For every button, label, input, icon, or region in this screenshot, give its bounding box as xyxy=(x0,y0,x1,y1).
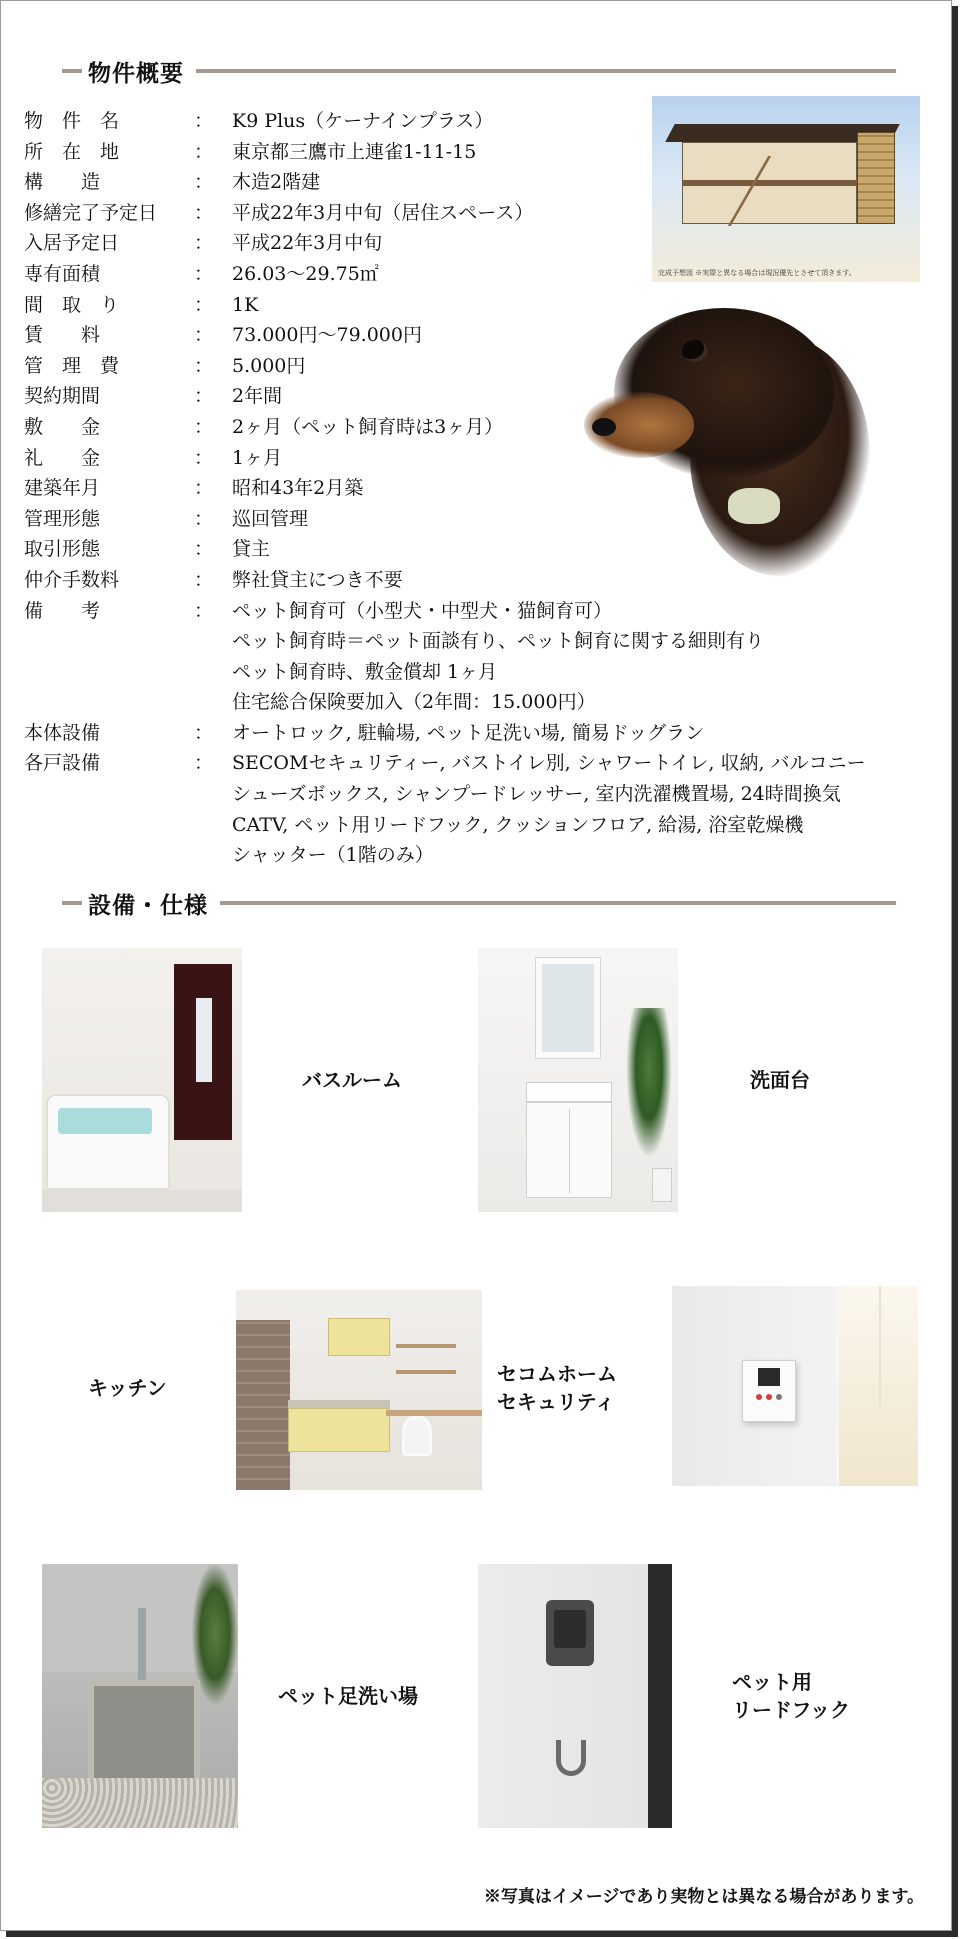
kitchen-caption: キッチン xyxy=(88,1376,167,1400)
spec-label: 管 理 費 xyxy=(24,354,120,377)
spec-value: 貸主 xyxy=(232,538,271,561)
spec-colon: ： xyxy=(194,507,214,530)
spec-label: 備 考 xyxy=(24,599,101,622)
secom-caption-line1: セコムホーム xyxy=(497,1362,617,1386)
spec-value: オートロック, 駐輪場, ペット足洗い場, 簡易ドッグラン xyxy=(232,721,705,744)
spec-value: 巡回管理 xyxy=(232,507,309,530)
spec-label: 建築年月 xyxy=(24,477,101,500)
spec-label: 本体設備 xyxy=(24,721,101,744)
bathroom-photo xyxy=(42,948,242,1212)
spec-row xyxy=(24,748,944,870)
spec-label: 礼 金 xyxy=(24,446,101,469)
spec-value: 2ヶ月（ペット飼育時は3ヶ月） xyxy=(232,415,504,438)
spec-label: 間 取 り xyxy=(24,293,120,316)
spec-value: 26.03～29.75㎡ xyxy=(232,262,379,285)
spec-value: CATV, ペット用リードフック, クッションフロア, 給湯, 浴室乾燥機 xyxy=(232,813,804,836)
building-sketch-image xyxy=(652,96,920,282)
leash-hook-caption-line1: ペット用 xyxy=(732,1670,812,1694)
spec-label: 修繕完了予定日 xyxy=(24,201,158,224)
leash-hook-caption-line2: リードフック xyxy=(732,1698,850,1722)
kitchen-photo xyxy=(236,1290,482,1490)
spec-value: 2年間 xyxy=(232,385,283,408)
spec-label: 所 在 地 xyxy=(24,140,120,163)
spec-value: 1ヶ月 xyxy=(232,446,283,469)
spec-value: シューズボックス, シャンプードレッサー, 室内洗濯機置場, 24時間換気 xyxy=(232,783,841,806)
secom-caption-line2: セキュリティ xyxy=(497,1390,615,1414)
security-panel-photo xyxy=(672,1286,918,1486)
spec-row xyxy=(24,596,944,718)
pet-wash-caption: ペット足洗い場 xyxy=(278,1684,418,1708)
header-rule-lead xyxy=(62,69,82,73)
spec-value: 平成22年3月中旬 xyxy=(232,232,383,255)
spec-label: 仲介手数料 xyxy=(24,568,120,591)
spec-value: 平成22年3月中旬（居住スペース） xyxy=(232,201,534,224)
spec-value: K9 Plus（ケーナインプラス） xyxy=(232,110,494,132)
spec-value: 木造2階建 xyxy=(232,171,321,194)
overview-title: 物件概要 xyxy=(88,59,184,87)
spec-value: ペット飼育可（小型犬・中型犬・猫飼育可） xyxy=(232,599,613,622)
spec-colon: ： xyxy=(194,201,214,224)
spec-colon: ： xyxy=(194,324,214,347)
pet-wash-area-photo xyxy=(42,1564,238,1828)
spec-value: ペット飼育時、敷金償却 1ヶ月 xyxy=(232,660,498,683)
spec-colon: ： xyxy=(194,599,214,622)
bathroom-caption: バスルーム xyxy=(302,1068,402,1092)
spec-value: 5.000円 xyxy=(232,354,306,377)
spec-colon: ： xyxy=(194,232,214,255)
spec-value: 昭和43年2月築 xyxy=(232,477,364,500)
spec-colon: ： xyxy=(194,171,214,194)
dog-photo xyxy=(578,300,908,590)
spec-label: 構 造 xyxy=(24,171,101,194)
spec-colon: ： xyxy=(194,721,214,744)
spec-value: 弊社貸主につき不要 xyxy=(232,568,403,591)
spec-label: 取引形態 xyxy=(24,538,101,561)
spec-row xyxy=(24,718,944,749)
spec-value: 1K xyxy=(232,293,259,316)
header-rule xyxy=(220,901,896,905)
spec-values xyxy=(232,748,944,870)
spec-colon: ： xyxy=(194,293,214,316)
equipment-header xyxy=(62,888,896,918)
spec-colon: ： xyxy=(194,354,214,377)
equipment-title: 設備・仕様 xyxy=(88,891,208,919)
sketch-caption: 完成予想図 ※実際と異なる場合は現況優先とさせて頂きます。 xyxy=(658,269,856,277)
spec-colon: ： xyxy=(194,752,214,775)
header-rule-lead xyxy=(62,901,82,905)
spec-colon: ： xyxy=(194,568,214,591)
spec-colon: ： xyxy=(194,140,214,163)
spec-label: 専有面積 xyxy=(24,262,101,285)
spec-label: 物 件 名 xyxy=(24,110,120,132)
spec-colon: ： xyxy=(194,385,214,408)
spec-value: SECOMセキュリティー, バストイレ別, シャワートイレ, 収納, バルコニー xyxy=(232,752,866,775)
spec-values xyxy=(232,596,944,718)
spec-value: 73.000円～79.000円 xyxy=(232,324,422,347)
spec-colon: ： xyxy=(194,262,214,285)
photo-disclaimer: ※写真はイメージであり実物とは異なる場合があります。 xyxy=(483,1887,924,1907)
spec-values xyxy=(232,718,944,749)
vanity-photo xyxy=(478,948,678,1212)
spec-colon: ： xyxy=(194,415,214,438)
spec-value: シャッター（1階のみ） xyxy=(232,844,434,867)
header-rule xyxy=(196,69,896,73)
spec-label: 契約期間 xyxy=(24,385,101,408)
vanity-caption: 洗面台 xyxy=(750,1068,810,1092)
spec-label: 賃 料 xyxy=(24,324,101,347)
spec-colon: ： xyxy=(194,538,214,561)
spec-label: 管理形態 xyxy=(24,507,101,530)
spec-label: 敷 金 xyxy=(24,415,101,438)
spec-colon: ： xyxy=(194,477,214,500)
spec-colon: ： xyxy=(194,110,214,132)
leash-hook-caption xyxy=(732,1668,850,1724)
secom-caption xyxy=(497,1360,617,1416)
overview-header xyxy=(62,56,896,86)
spec-value: 住宅総合保険要加入（2年間：15.000円） xyxy=(232,691,596,714)
spec-value: 東京都三鷹市上連雀1-11-15 xyxy=(232,140,477,163)
spec-label: 各戸設備 xyxy=(24,752,101,775)
leash-hook-photo xyxy=(478,1564,672,1828)
spec-value: ペット飼育時＝ペット面談有り、ペット飼育に関する細則有り xyxy=(232,630,765,653)
spec-colon: ： xyxy=(194,446,214,469)
spec-label: 入居予定日 xyxy=(24,232,120,255)
